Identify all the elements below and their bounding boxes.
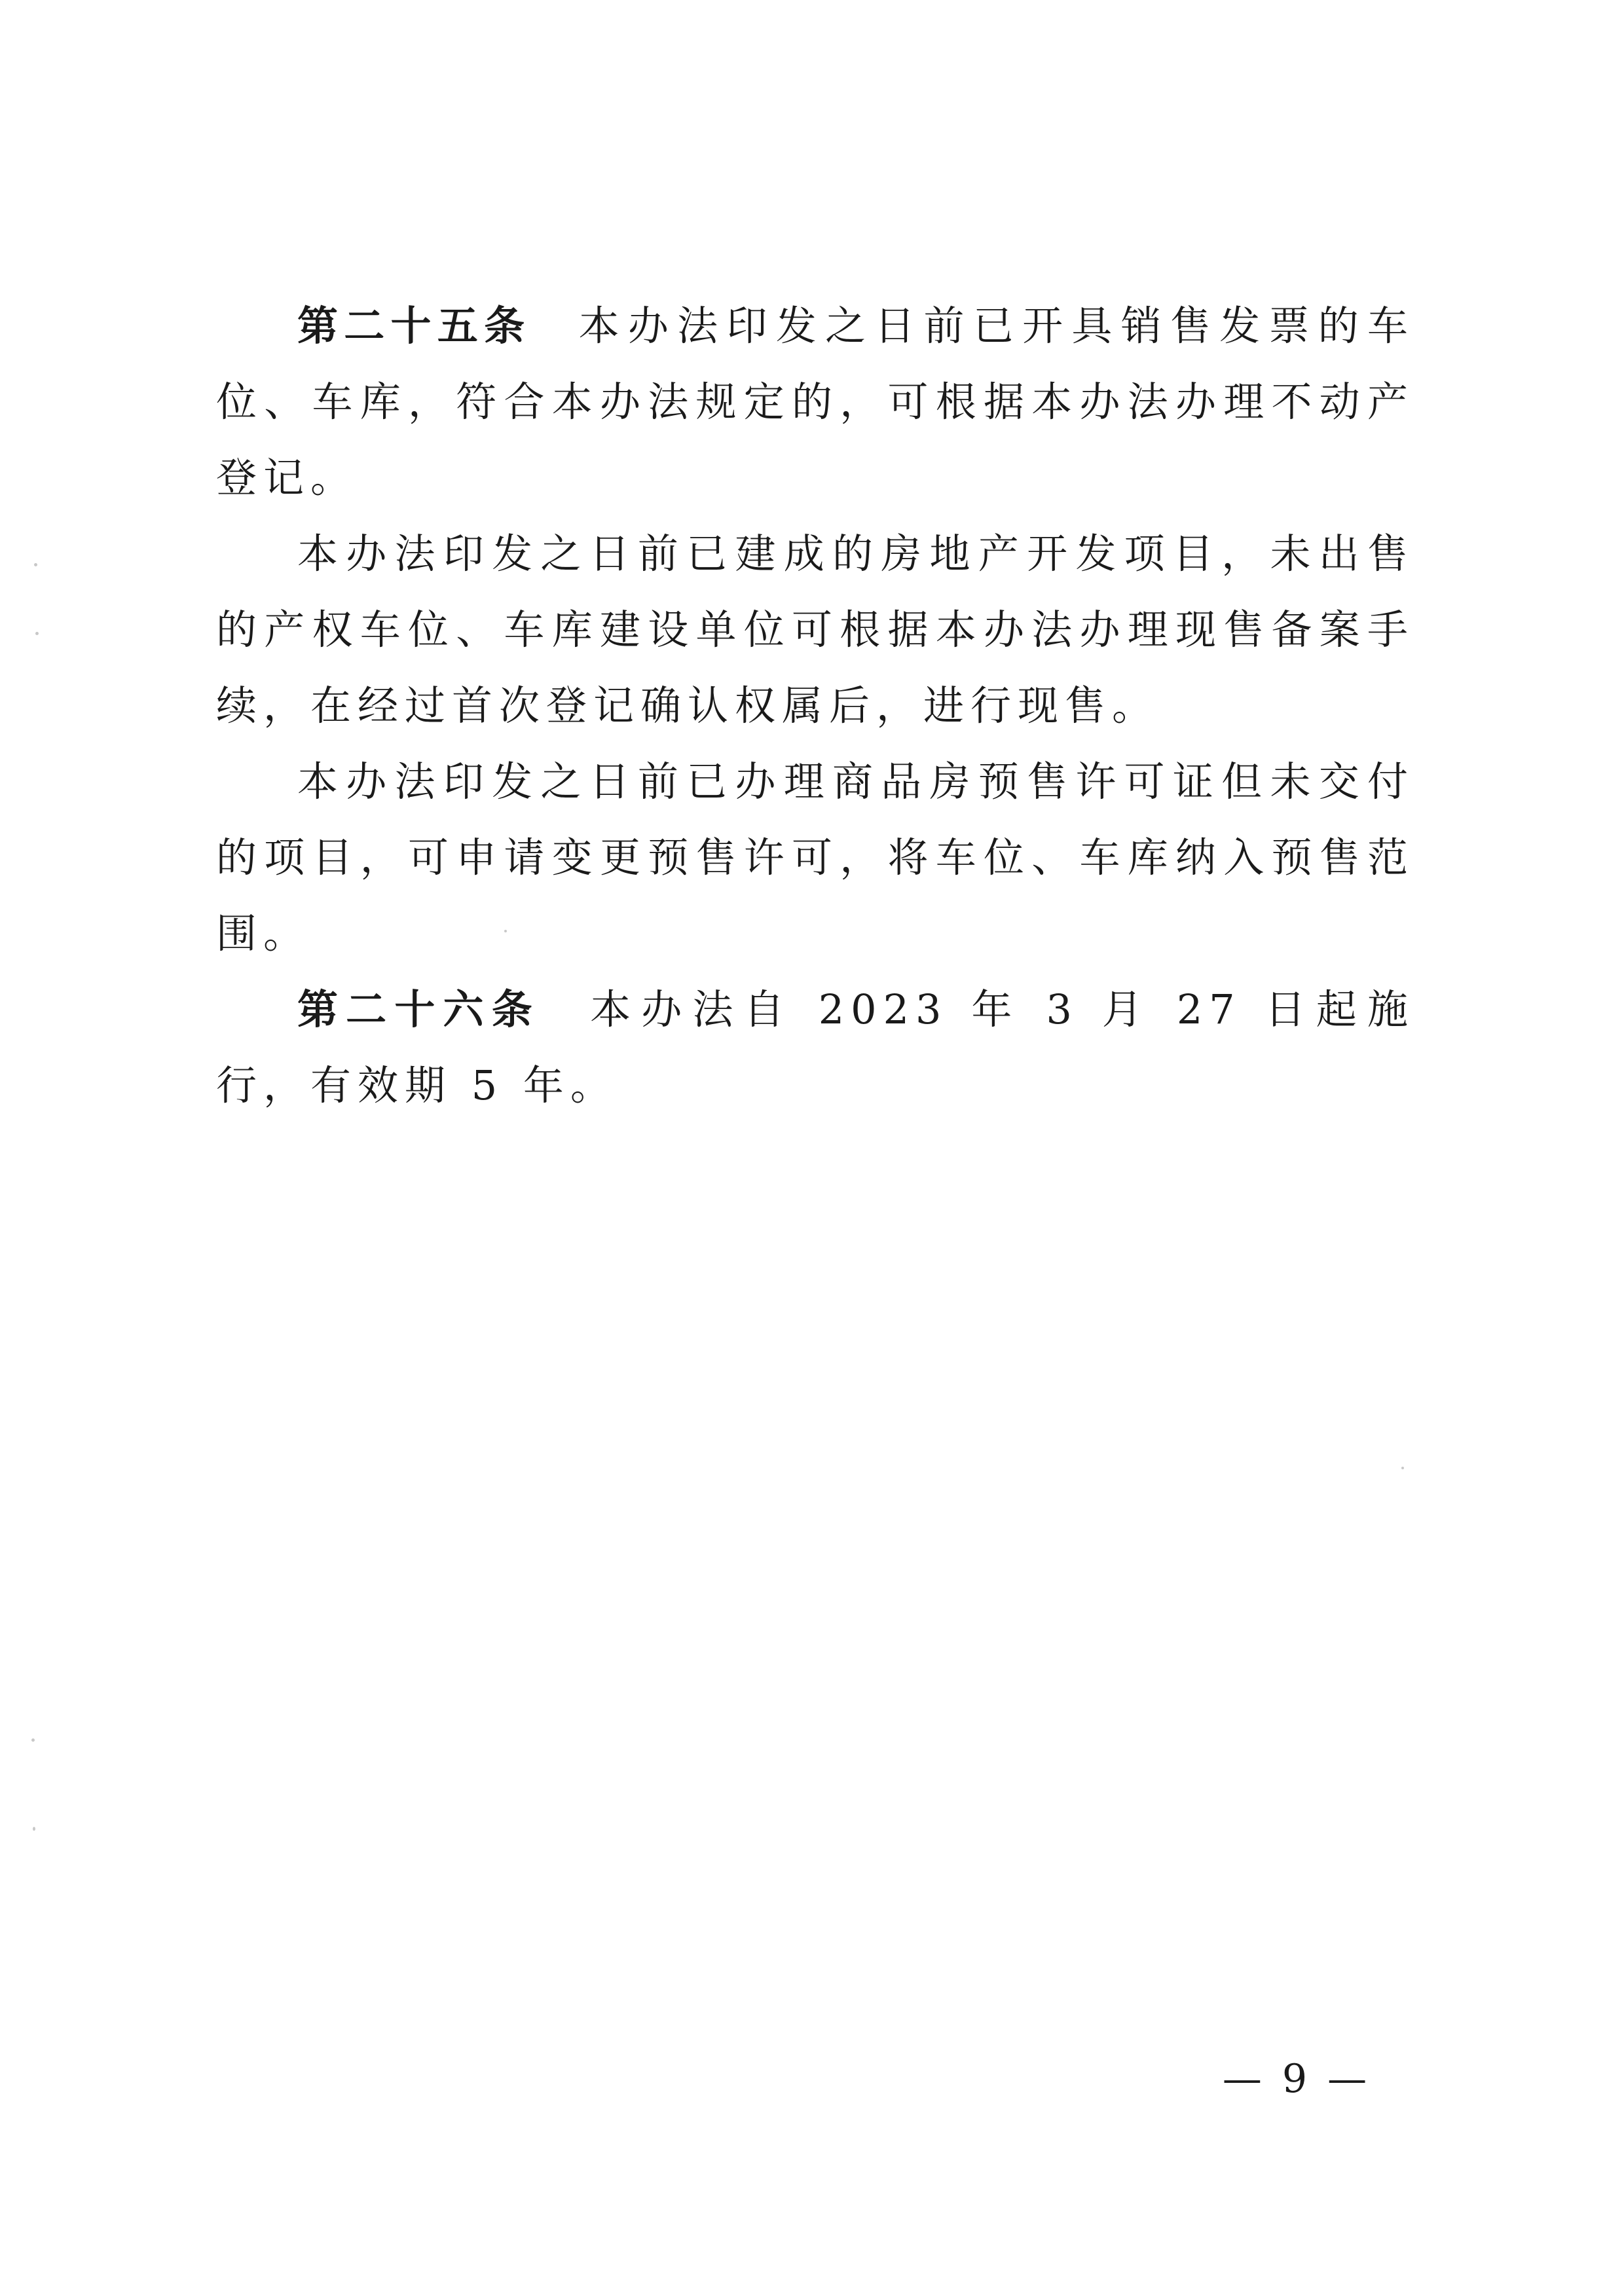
paragraph-text: 本办法印发之日前已开具销售发票的车位、车库，符合本办法规定的，可根据本办法办理不动产登记。	[216, 302, 1414, 502]
article-number: 第二十五条	[297, 302, 531, 350]
scan-speck	[31, 1738, 35, 1742]
scan-speck	[34, 563, 37, 566]
paragraph-article-25	[216, 288, 1414, 516]
paragraph-text: 本办法自 2023 年 3 月 27 日起施行，有效期 5 年。	[216, 985, 1414, 1109]
page-number: — 9 —	[1222, 2056, 1371, 2102]
scan-speck	[1401, 1467, 1404, 1469]
article-number: 第二十六条	[297, 985, 540, 1033]
scan-speck	[35, 632, 39, 635]
paragraph-text: 本办法印发之日前已办理商品房预售许可证但未交付的项目，可申请变更预售许可，将车位、车库纳入预售范围。	[216, 758, 1414, 957]
document-body	[216, 288, 1414, 1124]
scan-speck	[504, 930, 507, 932]
paragraph	[216, 516, 1414, 744]
paragraph-article-26	[216, 972, 1414, 1124]
paragraph	[216, 744, 1414, 972]
paragraph-text: 本办法印发之日前已建成的房地产开发项目，未出售的产权车位、车库建设单位可根据本办法办理现售备案手续，在经过首次登记确认权属后，进行现售。	[216, 530, 1414, 729]
scan-speck	[33, 1827, 35, 1831]
